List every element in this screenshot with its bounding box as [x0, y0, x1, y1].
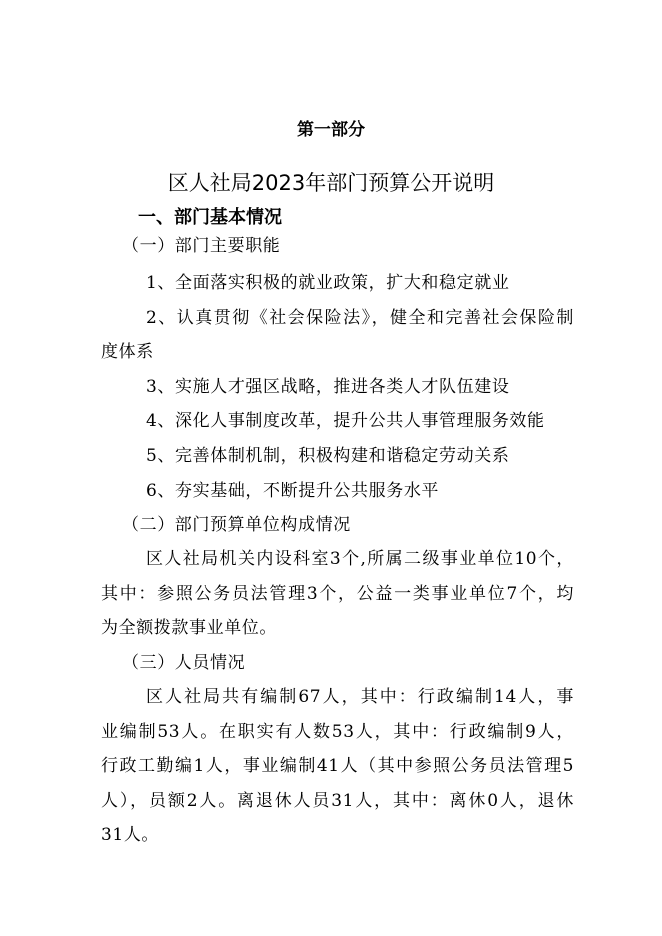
subsection-heading-functions: （一）部门主要职能: [122, 236, 281, 256]
staff-paragraph-line-3: 行政工勤编1人，事业编制41人（其中参照公务员法管理5: [101, 756, 574, 776]
units-paragraph-line-2: 其中：参照公务员法管理3个，公益一类事业单位7个，均: [101, 584, 574, 604]
document-title: 区人社局2023年部门预算公开说明: [167, 171, 495, 195]
staff-paragraph-line-4: 人），员额2人。离退休人员31人，其中：离休0人，退休: [101, 791, 574, 811]
section-heading-basic-info: 一、部门基本情况: [138, 207, 282, 228]
function-item-3: 3、实施人才强区战略，推进各类人才队伍建设: [146, 377, 510, 397]
function-item-2-continued: 度体系: [101, 342, 154, 362]
function-item-1: 1、全面落实积极的就业政策，扩大和稳定就业: [146, 273, 510, 293]
staff-paragraph-line-1: 区人社局共有编制67人，其中：行政编制14人，事: [146, 687, 574, 707]
subsection-heading-units: （二）部门预算单位构成情况: [122, 515, 351, 535]
staff-paragraph-line-2: 业编制53人。在职实有人数53人，其中：行政编制9人，: [101, 722, 574, 742]
function-item-4: 4、深化人事制度改革，提升公共人事管理服务效能: [146, 411, 545, 431]
function-item-2: 2、认真贯彻《社会保险法》，健全和完善社会保险制: [146, 308, 574, 328]
function-item-5: 5、完善体制机制，积极构建和谐稳定劳动关系: [146, 446, 510, 466]
subsection-heading-staff: （三）人员情况: [122, 653, 246, 673]
staff-paragraph-line-5: 31人。: [101, 825, 160, 845]
units-paragraph-line-3: 为全额拨款事业单位。: [101, 618, 277, 638]
part-title: 第一部分: [297, 120, 365, 140]
function-item-6: 6、夯实基础，不断提升公共服务水平: [146, 481, 440, 501]
units-paragraph-line-1: 区人社局机关内设科室3个,所属二级事业单位10个，: [146, 549, 574, 569]
